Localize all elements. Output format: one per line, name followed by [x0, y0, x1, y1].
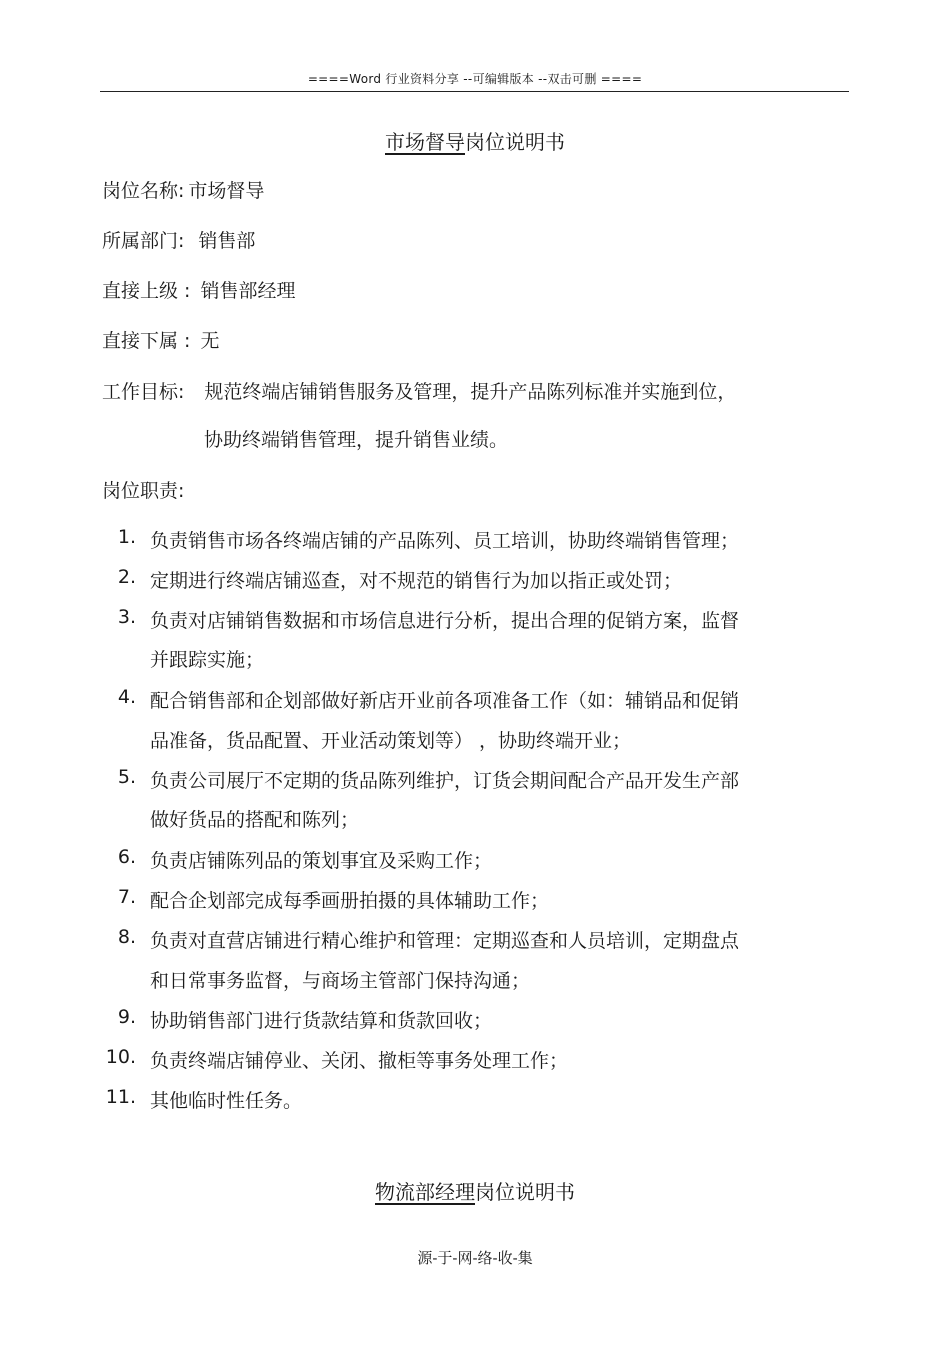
duty-text: 并跟踪实施；	[150, 649, 265, 671]
duty-number: 3.	[117, 606, 136, 628]
field-department	[102, 226, 255, 253]
duty-text: 协助销售部门进行货款结算和货款回收；	[150, 1010, 493, 1032]
field-value: 销售部经理	[200, 280, 296, 302]
duty-text: 负责终端店铺停业、关闭、撤柜等事务处理工作；	[150, 1050, 569, 1072]
duty-number: 8.	[117, 926, 136, 948]
duty-number: 9.	[117, 1006, 136, 1028]
duty-number: 11.	[105, 1086, 136, 1108]
field-label: 岗位名称:	[102, 180, 185, 202]
duty-number: 10.	[105, 1046, 136, 1068]
field-value: 销售部	[198, 230, 256, 252]
duty-text: 负责对店铺销售数据和市场信息进行分析，提出合理的促销方案，监督	[150, 610, 740, 632]
duty-number: 6.	[117, 846, 136, 868]
duty-text: 负责公司展厅不定期的货品陈列维护，订货会期间配合产品开发生产部	[150, 770, 740, 792]
doc-title-2	[0, 1176, 950, 1205]
page-footer: 源-于-网-络-收-集	[417, 1249, 533, 1267]
doc-title-rest: 岗位说明书	[465, 130, 565, 154]
doc-title-2-underlined: 物流部经理	[375, 1180, 475, 1204]
duty-text: 和日常事务监督，与商场主管部门保持沟通；	[150, 970, 531, 992]
duty-number: 5.	[117, 766, 136, 788]
doc-title-2-rest: 岗位说明书	[475, 1180, 575, 1204]
duty-number: 4.	[117, 686, 136, 708]
duty-text: 品准备，货品配置、开业活动策划等） ，协助终端开业；	[150, 730, 632, 752]
doc-title	[0, 126, 950, 155]
duty-number: 7.	[117, 886, 136, 908]
goal-line-2: 协助终端销售管理，提升销售业绩。	[204, 429, 509, 451]
doc-title-underlined: 市场督导	[385, 130, 465, 154]
goal-line-1: 规范终端店铺销售服务及管理，提升产品陈列标准并实施到位，	[204, 381, 737, 403]
field-job-name	[102, 176, 264, 203]
field-value: 无	[200, 330, 220, 352]
field-label: 所属部门:	[102, 230, 185, 252]
duty-text: 负责对直营店铺进行精心维护和管理：定期巡查和人员培训，定期盘点	[150, 930, 740, 952]
field-value: 市场督导	[188, 180, 265, 202]
duty-text: 配合销售部和企划部做好新店开业前各项准备工作（如：辅销品和促销	[150, 690, 740, 712]
duty-number: 2.	[117, 566, 136, 588]
header-rule	[100, 91, 849, 92]
field-label: 直接上级 :	[102, 280, 191, 302]
field-label: 直接下属 :	[102, 330, 191, 352]
duty-number: 1.	[117, 526, 136, 548]
page-header: ====Word 行业资料分享 --可编辑版本 --双击可删 ====	[307, 72, 643, 86]
field-label: 工作目标:	[102, 381, 185, 403]
duties-label: 岗位职责:	[102, 480, 185, 502]
duty-text: 定期进行终端店铺巡查，对不规范的销售行为加以指正或处罚；	[150, 570, 683, 592]
duty-text: 负责店铺陈列品的策划事宜及采购工作；	[150, 850, 493, 872]
field-superior	[102, 276, 295, 303]
field-subordinate	[102, 326, 219, 353]
duty-text: 其他临时性任务。	[150, 1090, 303, 1112]
duty-text: 做好货品的搭配和陈列；	[150, 809, 360, 831]
duty-text: 负责销售市场各终端店铺的产品陈列、员工培训，协助终端销售管理；	[150, 530, 740, 552]
duty-text: 配合企划部完成每季画册拍摄的具体辅助工作；	[150, 890, 550, 912]
field-goal	[102, 377, 736, 404]
